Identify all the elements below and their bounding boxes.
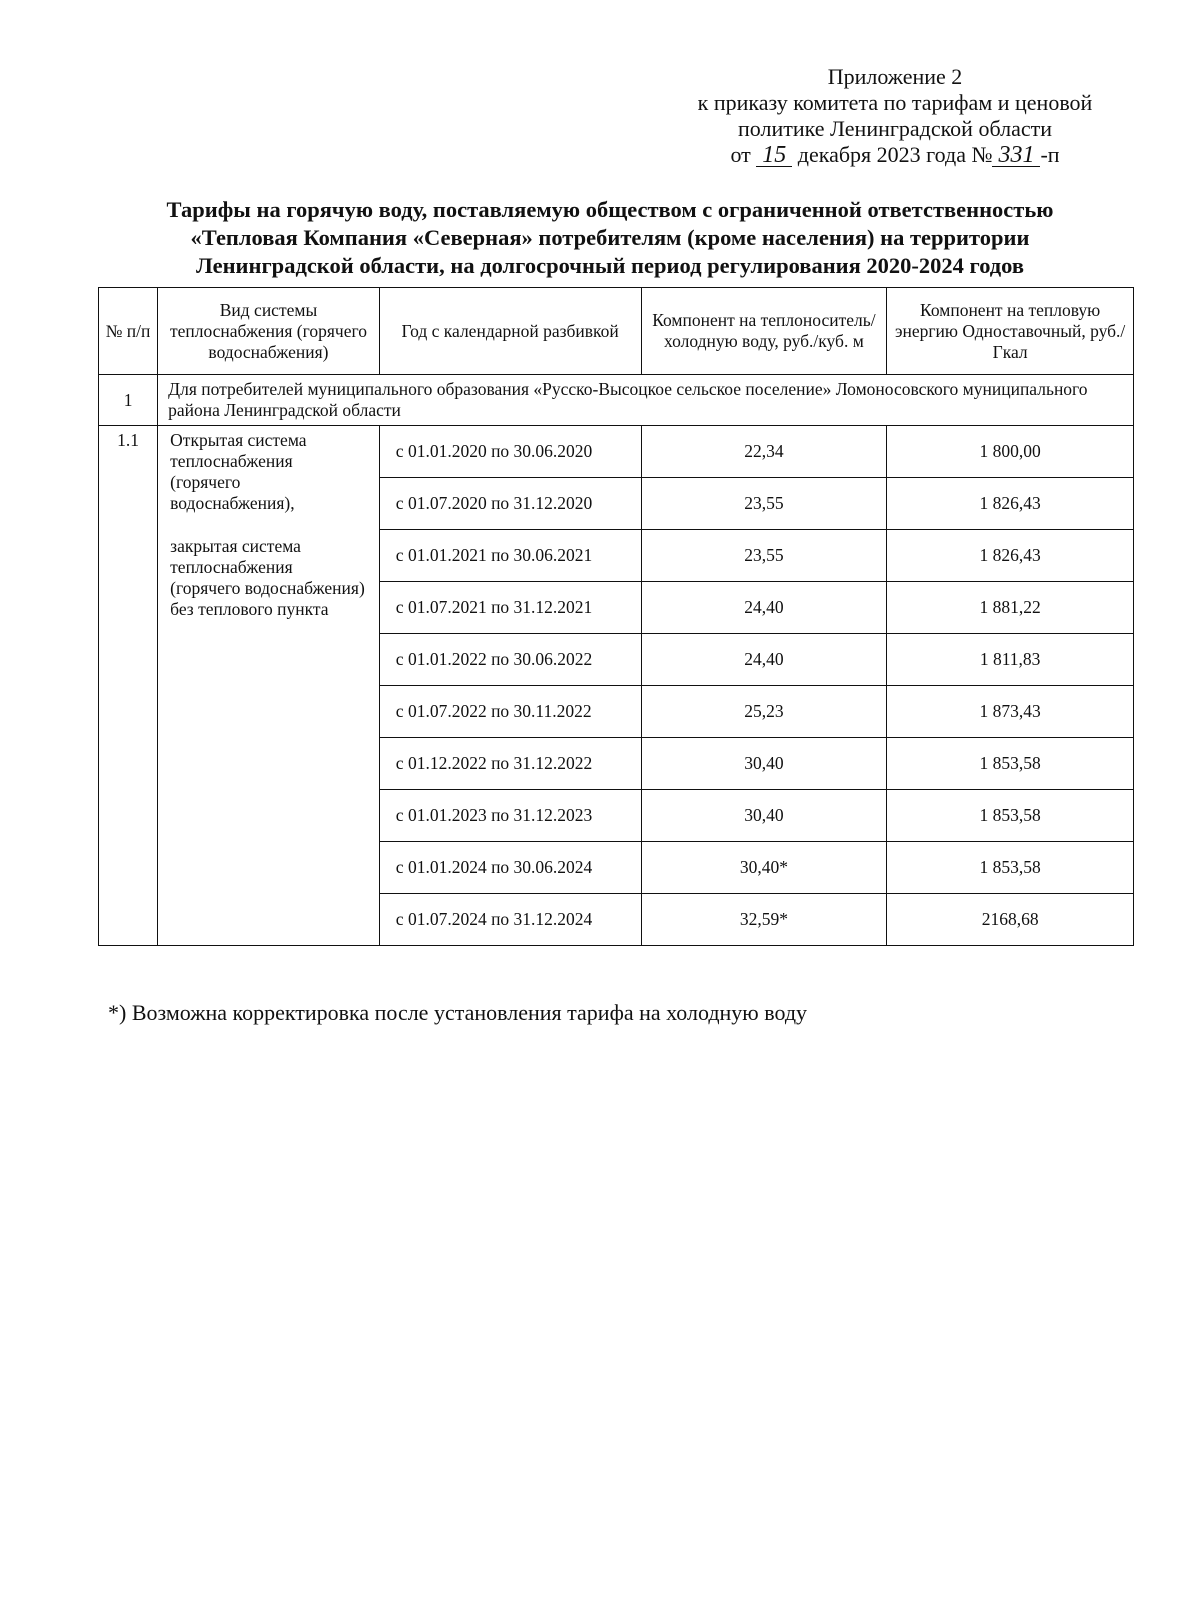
heat-component-cell: 1 826,43 [887, 530, 1134, 582]
document-title [110, 196, 1110, 280]
handwritten-order-number: 331 [992, 144, 1040, 167]
system-open-text: Открытая система теплоснабжения (горячего водоснабжения), [170, 430, 307, 513]
header-system-type: Вид системы теплоснабжения (горячего водоснабжения) [158, 288, 380, 375]
title-line-2: «Тепловая Компания «Северная» потребителям (кроме населения) на территории [190, 225, 1030, 250]
order-suffix: -п [1040, 142, 1060, 167]
period-cell: с 01.07.2020 по 31.12.2020 [379, 478, 641, 530]
section-row [99, 375, 1134, 426]
header-period: Год с календарной разбивкой [379, 288, 641, 375]
system-type-cell [158, 426, 380, 946]
tariff-table [98, 287, 1134, 946]
appendix-committee-line: политике Ленинградской области [737, 116, 1052, 141]
date-middle: декабря 2023 года № [797, 142, 993, 167]
water-component-cell: 22,34 [641, 426, 887, 478]
heat-component-cell: 1 853,58 [887, 738, 1134, 790]
table-header-row [99, 288, 1134, 375]
date-prefix: от [730, 142, 751, 167]
appendix-order-line: к приказу комитета по тарифам и ценовой [697, 90, 1093, 115]
header-num: № п/п [99, 288, 158, 375]
water-component-cell: 30,40* [641, 842, 887, 894]
header-water-component: Компонент на теплоноситель/холодную воду, руб./куб. м [641, 288, 887, 375]
water-component-cell: 30,40 [641, 738, 887, 790]
water-component-cell: 25,23 [641, 686, 887, 738]
appendix-title: Приложение 2 [827, 64, 963, 89]
footnote: *) Возможна корректировка после установления тарифа на холодную воду [108, 1000, 808, 1025]
title-line-3: Ленинградской области, на долгосрочный период регулирования 2020-2024 годов [195, 253, 1025, 278]
appendix-date-line [650, 142, 1140, 168]
period-cell: с 01.12.2022 по 31.12.2022 [379, 738, 641, 790]
period-cell: с 01.07.2021 по 31.12.2021 [379, 582, 641, 634]
period-cell: с 01.07.2024 по 31.12.2024 [379, 894, 641, 946]
section-description: Для потребителей муниципального образования «Русско-Высоцкое сельское поселение» Ломоносовского муниципального района Ленинградской области [158, 375, 1134, 426]
period-cell: с 01.01.2023 по 31.12.2023 [379, 790, 641, 842]
header-heat-component: Компонент на тепловую энергию Одноставочный, руб./Гкал [887, 288, 1134, 375]
system-closed-text: закрытая система теплоснабжения (горячего водоснабжения) без теплового пункта [170, 536, 365, 619]
period-cell: с 01.01.2021 по 30.06.2021 [379, 530, 641, 582]
heat-component-cell: 1 811,83 [887, 634, 1134, 686]
heat-component-cell: 1 800,00 [887, 426, 1134, 478]
heat-component-cell: 1 853,58 [887, 842, 1134, 894]
subsection-num: 1.1 [99, 426, 158, 946]
appendix-header [650, 64, 1140, 168]
section-num: 1 [99, 375, 158, 426]
water-component-cell: 23,55 [641, 478, 887, 530]
heat-component-cell: 1 853,58 [887, 790, 1134, 842]
heat-component-cell: 1 881,22 [887, 582, 1134, 634]
period-cell: с 01.01.2020 по 30.06.2020 [379, 426, 641, 478]
water-component-cell: 24,40 [641, 582, 887, 634]
heat-component-cell: 1 826,43 [887, 478, 1134, 530]
handwritten-day: 15 [756, 144, 792, 167]
title-line-1: Тарифы на горячую воду, поставляемую обществом с ограниченной ответственностью [166, 197, 1054, 222]
table-row [99, 426, 1134, 478]
water-component-cell: 24,40 [641, 634, 887, 686]
water-component-cell: 23,55 [641, 530, 887, 582]
period-cell: с 01.01.2022 по 30.06.2022 [379, 634, 641, 686]
water-component-cell: 30,40 [641, 790, 887, 842]
water-component-cell: 32,59* [641, 894, 887, 946]
period-cell: с 01.07.2022 по 30.11.2022 [379, 686, 641, 738]
heat-component-cell: 2168,68 [887, 894, 1134, 946]
period-cell: с 01.01.2024 по 30.06.2024 [379, 842, 641, 894]
heat-component-cell: 1 873,43 [887, 686, 1134, 738]
